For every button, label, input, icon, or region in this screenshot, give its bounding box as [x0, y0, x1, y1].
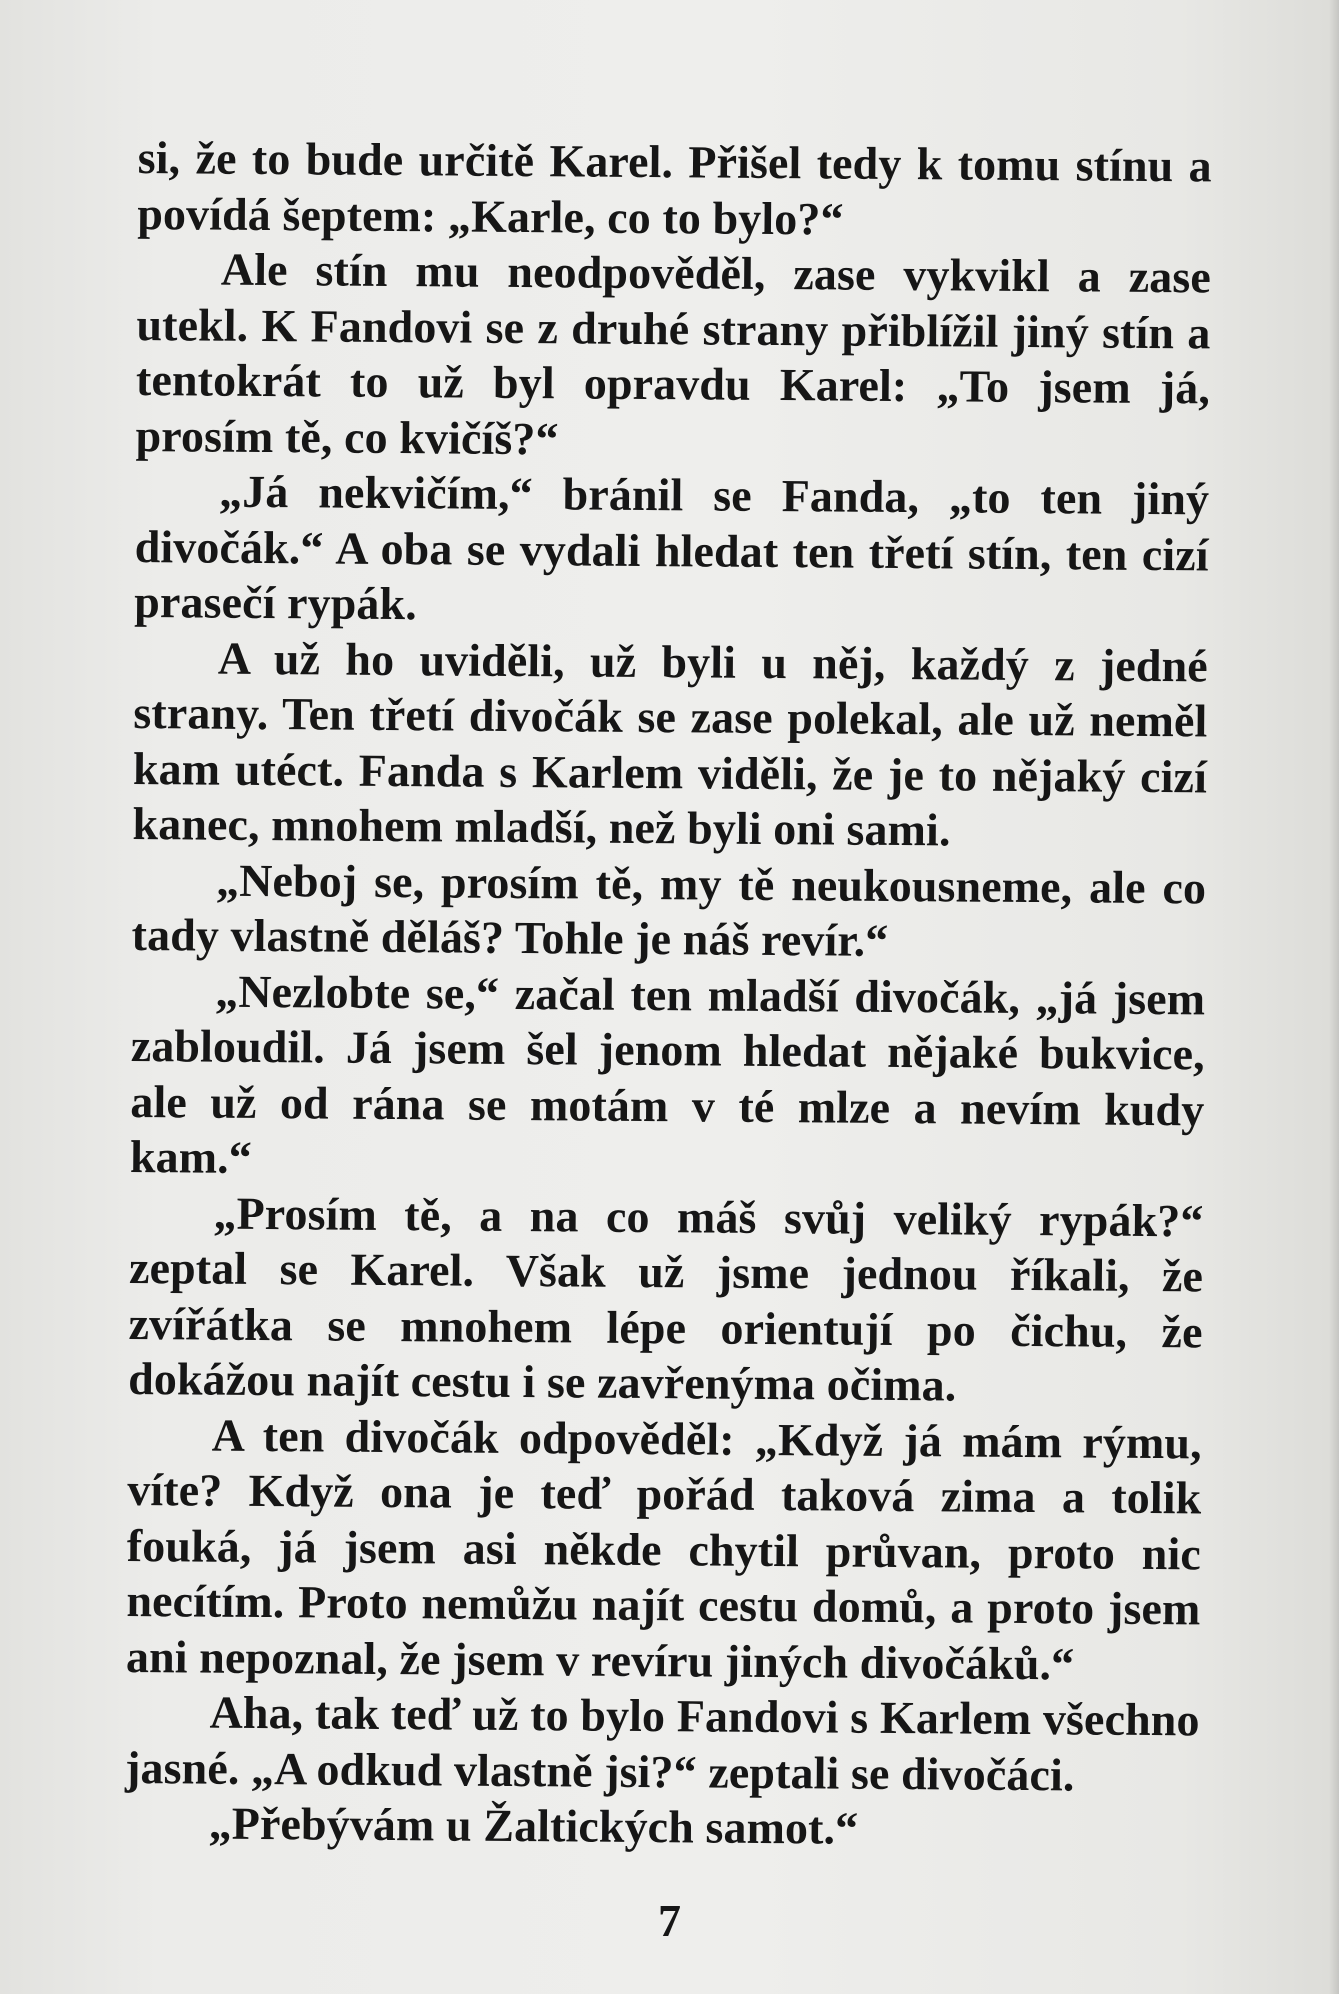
- paragraph-7: „Prosím tě, a na co máš svůj veliký rypák?“ zeptal se Karel. Však už jsme jednou říkali, že zvířátka se mnohem lépe orientují po čichu, že dokážou najít cestu i se zavřenýma očima.: [127, 1187, 1204, 1411]
- paragraph-8: A ten divočák odpověděl: „Když já mám rýmu, víte? Když ona je teď pořád taková zima a tolik fouká, já jsem asi někde chytil průvan, proto nic necítím. Proto nemůžu najít cestu domů, a proto jsem ani nepoznal, že jsem v revíru jiných divočáků.“: [125, 1409, 1202, 1689]
- paragraph-1: si, že to bude určitě Karel. Přišel tedy k tomu stínu a povídá šeptem: „Karle, co to bylo?“: [137, 131, 1212, 245]
- paragraph-2: Ale stín mu neodpověděl, zase vykvikl a zase utekl. K Fandovi se z druhé strany přiblížil jiný stín a tentokrát to už byl opravdu Karel: „To jsem já, prosím tě, co kvičíš?“: [135, 243, 1212, 464]
- body-text: [124, 130, 1211, 1859]
- paragraph-9: Aha, tak teď už to bylo Fandovi s Karlem všechno jasné. „A odkud vlastně jsi?“ zeptali se divočáci.: [124, 1686, 1200, 1800]
- paragraph-4: A už ho uviděli, už byli u něj, každý z jedné strany. Ten třetí divočák se zase polekal, ale už neměl kam utéct. Fanda s Karlem viděli, že je to nějaký cizí kanec, mnohem mladší, než byli oni sami.: [132, 632, 1209, 856]
- paragraph-5: „Neboj se, prosím tě, my tě neukousneme, ale co tady vlastně děláš? Tohle je náš revír.“: [131, 854, 1207, 966]
- paragraph-3: „Já nekvičím,“ bránil se Fanda, „to ten jiný divočák.“ A oba se vydali hledat ten třetí stín, ten cizí prasečí rypák.: [134, 465, 1210, 630]
- paragraph-6: „Nezlobte se,“ začal ten mladší divočák, „já jsem zabloudil. Já jsem šel jenom hledat nějaké bukvice, ale už od rána se motám v té mlze a nevím kudy kam.“: [129, 965, 1206, 1183]
- page-edge-shadow: [1329, 0, 1339, 1994]
- page-number: 7: [658, 1895, 681, 1946]
- paragraph-10: „Přebývám u Žaltických samot.“: [208, 1797, 859, 1854]
